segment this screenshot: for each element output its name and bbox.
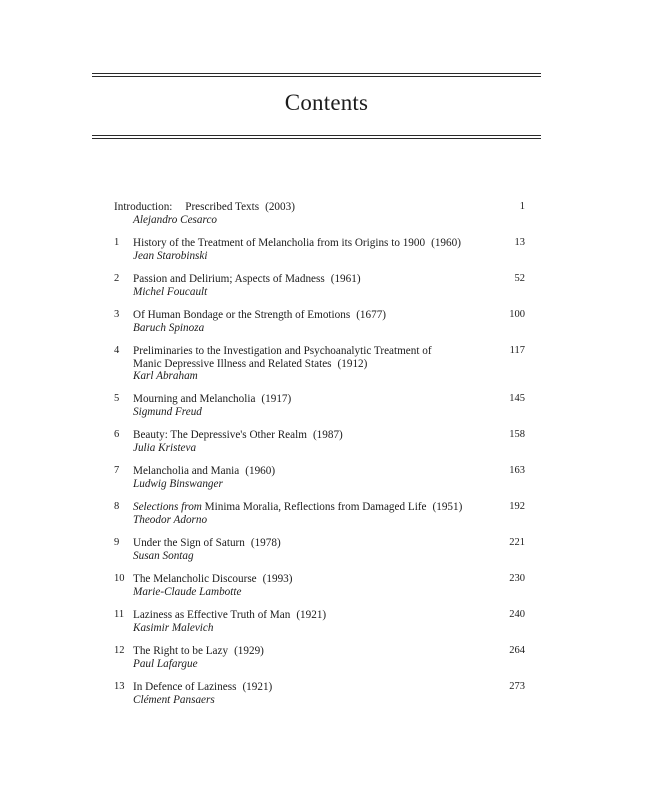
toc-entry-text	[133, 645, 463, 670]
entry-author: Susan Sontag	[133, 549, 194, 562]
entry-author: Paul Lafargue	[133, 657, 198, 670]
entry-author: Baruch Spinoza	[133, 321, 205, 334]
entry-year: (1921)	[296, 609, 327, 621]
entry-number: 10	[114, 573, 125, 584]
entry-title: The Melancholic Discourse	[133, 573, 257, 585]
entry-number: 11	[114, 609, 125, 620]
entry-number: 2	[114, 273, 120, 284]
entry-title-prefix: Selections from	[133, 501, 202, 513]
entry-year: (1960)	[245, 465, 276, 477]
entry-title: Preliminaries to the Investigation and Psychoanalytic Treatment of	[133, 345, 432, 357]
entry-year: (1961)	[330, 273, 361, 285]
toc-entry-text	[133, 465, 463, 490]
entry-author: Theodor Adorno	[133, 513, 208, 526]
entry-author: Clément Pansaers	[133, 693, 215, 706]
entry-title: Minima Moralia, Reflections from Damaged Life	[204, 501, 427, 513]
entry-year: (1951)	[432, 501, 463, 513]
entry-page-number: 1	[519, 201, 525, 212]
entry-title: Passion and Delirium; Aspects of Madness	[133, 273, 325, 285]
entry-page-number: 158	[509, 429, 525, 440]
entry-page-number: 163	[509, 465, 525, 476]
entry-year: (2003)	[265, 201, 295, 213]
entry-title: The Right to be Lazy	[133, 645, 229, 657]
entry-title: Beauty: The Depressive's Other Realm	[133, 429, 307, 441]
entry-author: Ludwig Binswanger	[133, 477, 223, 490]
toc-entry-text	[133, 345, 473, 383]
entry-page-number: 221	[509, 537, 525, 548]
entry-title: History of the Treatment of Melancholia from its Origins to 1900	[133, 237, 426, 249]
entry-year: (1929)	[234, 645, 264, 657]
entry-year: (1987)	[312, 429, 343, 441]
entry-year: (1993)	[262, 573, 293, 585]
entry-year: (1917)	[261, 393, 292, 405]
entry-page-number: 13	[514, 237, 525, 248]
entry-number: 5	[114, 393, 120, 404]
entry-page-number: 240	[509, 609, 525, 620]
entry-page-number: 52	[514, 273, 525, 284]
entry-title: Melancholia and Mania	[133, 465, 240, 477]
entry-title: Prescribed Texts	[185, 201, 260, 213]
entry-year: (1921)	[242, 681, 273, 693]
intro-label: Introduction:	[114, 201, 173, 213]
entry-author: Sigmund Freud	[133, 405, 202, 418]
entry-page-number: 100	[509, 309, 525, 320]
entry-author: Marie-Claude Lambotte	[133, 585, 242, 598]
entry-page-number: 192	[509, 501, 525, 512]
toc-entry-text	[133, 609, 463, 634]
entry-title: Laziness as Effective Truth of Man	[133, 609, 291, 621]
toc-entry-text	[133, 573, 463, 598]
toc-entry-text	[133, 309, 463, 334]
entry-page-number: 273	[509, 681, 525, 692]
entry-number: 7	[114, 465, 120, 476]
entry-number: 12	[114, 645, 125, 656]
toc-entry-text	[133, 537, 463, 562]
toc-entry-text	[133, 237, 473, 262]
entry-year: (1960)	[431, 237, 461, 249]
entry-number: 9	[114, 537, 120, 548]
toc-entry-text	[133, 393, 463, 418]
toc-entry-text	[114, 201, 474, 226]
entry-title-continued: Manic Depressive Illness and Related States	[133, 357, 332, 370]
entry-author: Jean Starobinski	[133, 249, 208, 262]
bottom-double-rule	[92, 135, 541, 136]
entry-title: In Defence of Laziness	[133, 681, 237, 693]
toc-entry-text	[133, 429, 463, 454]
top-double-rule	[92, 73, 541, 74]
entry-author: Karl Abraham	[133, 370, 198, 382]
page-title: Contents	[284, 90, 369, 115]
entry-author: Kasimir Malevich	[133, 621, 214, 634]
entry-page-number: 264	[509, 645, 525, 656]
entry-number: 6	[114, 429, 120, 440]
entry-author: Julia Kristeva	[133, 441, 197, 454]
entry-page-number: 117	[509, 345, 525, 356]
entry-title: Mourning and Melancholia	[133, 393, 256, 405]
entry-page-number: 230	[509, 573, 525, 584]
entry-title: Under the Sign of Saturn	[133, 537, 245, 549]
entry-number: 4	[114, 345, 120, 356]
entry-number: 3	[114, 309, 120, 320]
entry-page-number: 145	[509, 393, 525, 404]
toc-entry-text	[133, 681, 463, 706]
entry-author: Michel Foucault	[133, 285, 208, 298]
entry-author: Alejandro Cesarco	[133, 213, 217, 226]
entry-year: (1677)	[356, 309, 387, 321]
entry-title: Of Human Bondage or the Strength of Emotions	[133, 309, 351, 321]
entry-number: 13	[114, 681, 125, 692]
entry-number: 8	[114, 501, 120, 512]
toc-entry-text	[133, 273, 463, 298]
entry-year: (1978)	[250, 537, 281, 549]
entry-number: 1	[114, 237, 120, 248]
entry-year: (1912)	[337, 357, 368, 370]
toc-entry-text	[133, 501, 473, 526]
